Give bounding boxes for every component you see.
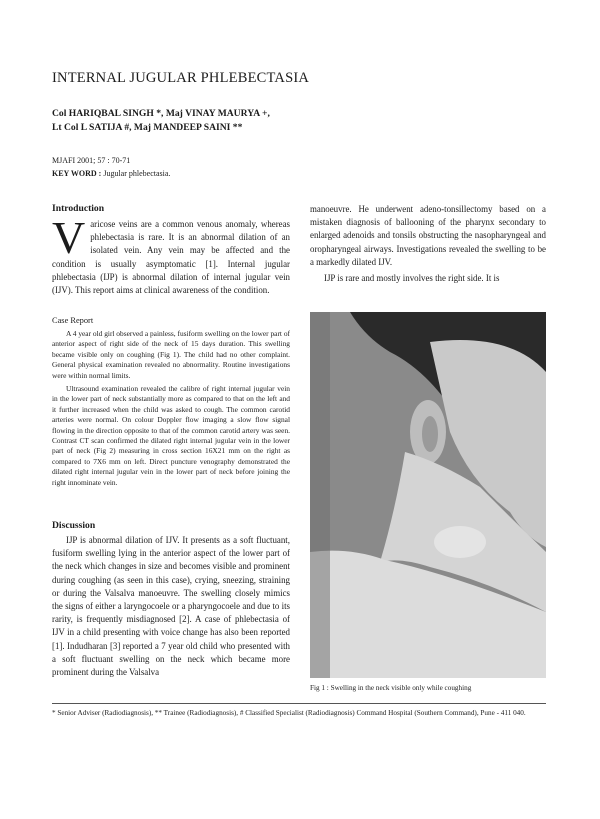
case-report-heading: Case Report	[52, 316, 94, 325]
patient-photo-illustration	[310, 312, 546, 678]
right-column-para-2: IJP is rare and mostly involves the right side. It is	[324, 273, 500, 284]
authors-line-2: Lt Col L SATIJA #, Maj MANDEEP SAINI **	[52, 122, 243, 133]
figure-photo	[310, 312, 546, 678]
keyword-value: Jugular phlebectasia.	[103, 168, 171, 178]
introduction-text: aricose veins are a common venous anomaly, whereas phlebectasia is rare. It is an abnormal dilation of an isolated vein. Any vein may be affected and the condition is usually asymptomatic [1]. Internal jugular phlebectasia (IJP) is abnormal dilation of internal jugular vein (IJV). This report aims at clinical awareness of the condition.	[52, 219, 290, 296]
case-report-para-1: A 4 year old girl observed a painless, fusiform swelling on the lower part of anterior aspect of right side of the neck of 15 days duration. This swelling became visible only on coughing (Fig 1). The child had no other complaint. General physical examination revealed no abnormality. Routine investigations were within normal limits.	[52, 329, 290, 380]
authors-line-1: Col HARIQBAL SINGH *, Maj VINAY MAURYA +,	[52, 108, 270, 119]
keywords	[52, 168, 170, 181]
citation: MJAFI 2001; 57 : 70-71	[52, 156, 131, 165]
discussion-body	[52, 534, 290, 679]
footnote: * Senior Adviser (Radiodiagnosis), ** Trainee (Radiodiagnosis), # Classified Specialist (Radiodiagnosis) Command Hospital (Southern Command), Pune - 411 040.	[52, 709, 526, 717]
discussion-heading: Discussion	[52, 520, 96, 531]
introduction-body	[52, 212, 290, 297]
case-report-body	[52, 329, 290, 488]
right-column-text: manoeuvre. He underwent adeno-tonsillectomy based on a mistaken diagnosis of ballooning of the pharynx secondary to enlarged adenoids and tonsils obstructing the nasopharyngeal and oropharyngeal airways. Investigations revealed the swelling to be a markedly dilated IJV.	[310, 204, 546, 267]
figure-caption: Fig 1 : Swelling in the neck visible only while coughing	[310, 684, 472, 692]
keyword-label: KEY WORD :	[52, 168, 102, 178]
article-title: INTERNAL JUGULAR PHLEBECTASIA	[52, 70, 310, 86]
introduction-heading: Introduction	[52, 203, 105, 214]
discussion-text: IJP is abnormal dilation of IJV. It presents as a soft fluctuant, fusiform swelling lying in the anterior aspect of the lower part of the neck which changes in size and becomes visible and prominent during coughing (as seen in this case), crying, sneezing, straining or during the Valsalva manoeuvre. The swelling closely mimics the signs of either a laryngocoele or a pharyngocoele and due to its rarity, is frequently misdiagnosed [2]. A case of phlebectasia of IJV in a child presenting with voice change has also been reported [1]. Indudharan [3] reported a 7 year old child who presented with a soft fluctuant swelling on the neck which became more prominent during the Valsalva	[52, 535, 290, 678]
author-list	[52, 107, 270, 135]
case-report-para-2: Ultrasound examination revealed the calibre of right internal jugular vein in the lower part of neck substantially more as compared to that on the left and it further increased when the child was asked to cough. The common carotid arteries were normal. On colour Doppler flow imaging a slow flow signal flowing in the direction opposite to that of the common carotid artery was seen. Contrast CT scan confirmed the dilated right internal jugular vein in the lower part of neck (Fig 2) measuring in cross section 16X21 mm on the right as compared to 7X6 mm on left. Direct puncture venography demonstrated the dilated right internal jugular vein in the lower part of neck before joining the right innominate vein.	[52, 384, 290, 487]
footnote-divider	[52, 703, 546, 704]
drop-cap: V	[52, 212, 86, 263]
right-column-body	[310, 203, 546, 285]
article-meta	[52, 155, 170, 180]
